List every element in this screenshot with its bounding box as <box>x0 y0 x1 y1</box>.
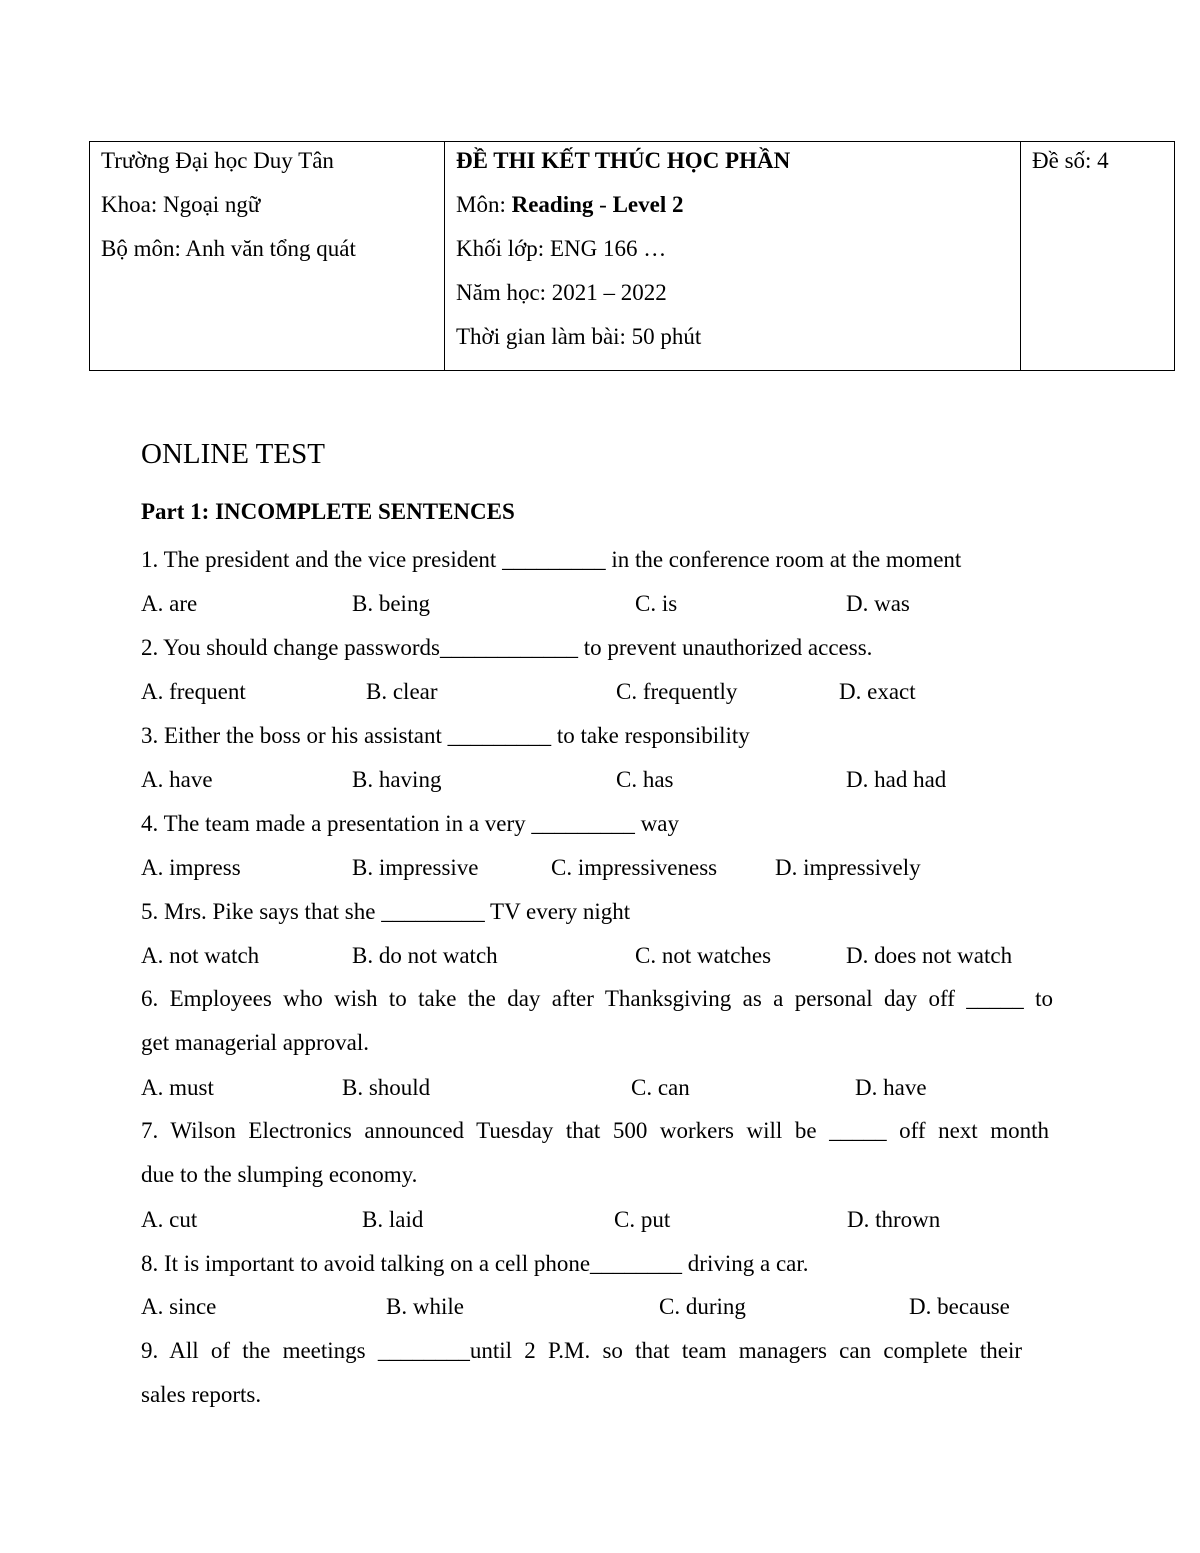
question-4: 4. The team made a presentation in a very _________ way <box>141 811 679 836</box>
q4-option-d: D. impressively <box>775 855 921 880</box>
q2-option-d: D. exact <box>839 679 916 704</box>
exam-code: Đề số: 4 <box>1032 148 1109 173</box>
q7-option-d: D. thrown <box>847 1207 941 1232</box>
q2-option-c: C. frequently <box>616 679 738 704</box>
q3-option-c: C. has <box>616 767 674 792</box>
q4-option-a: A. impress <box>141 855 241 880</box>
q8-option-d: D. because <box>909 1294 1010 1319</box>
q4-option-b: B. impressive <box>352 855 479 880</box>
q5-option-b: B. do not watch <box>352 943 498 968</box>
year-line: Năm học: 2021 – 2022 <box>456 280 667 305</box>
subject-line: Môn: Reading - Level 2 <box>456 192 684 217</box>
q8-option-a: A. since <box>141 1294 217 1319</box>
q6-option-b: B. should <box>342 1075 431 1100</box>
q3-option-d: D. had had <box>846 767 947 792</box>
q6-option-a: A. must <box>141 1075 214 1100</box>
question-8: 8. It is important to avoid talking on a cell phone________ driving a car. <box>141 1251 809 1276</box>
question-6-line-1: 6. Employees who wish to take the day after Thanksgiving as a personal day off _____ to <box>141 986 1053 1011</box>
exam-header-table <box>89 141 1175 371</box>
question-1: 1. The president and the vice president _________ in the conference room at the moment <box>141 547 962 572</box>
question-9-line-2: sales reports. <box>141 1382 262 1407</box>
q2-option-b: B. clear <box>366 679 438 704</box>
q1-option-a: A. are <box>141 591 198 616</box>
q2-option-a: A. frequent <box>141 679 246 704</box>
department-name: Bộ môn: Anh văn tổng quát <box>101 236 356 261</box>
page-title: ONLINE TEST <box>141 438 325 470</box>
question-6 <box>141 977 1053 1065</box>
question-7-line-1: 7. Wilson Electronics announced Tuesday that 500 workers will be _____ off next month <box>141 1118 1049 1143</box>
exam-info-cell <box>445 142 1021 371</box>
q7-option-b: B. laid <box>362 1207 424 1232</box>
question-9 <box>141 1329 1022 1417</box>
time-line: Thời gian làm bài: 50 phút <box>456 324 702 349</box>
class-line: Khối lớp: ENG 166 … <box>456 236 667 261</box>
question-6-line-2: get managerial approval. <box>141 1030 369 1055</box>
faculty-name: Khoa: Ngoại ngữ <box>101 192 261 217</box>
q1-option-b: B. being <box>352 591 430 616</box>
school-name: Trường Đại học Duy Tân <box>101 148 334 173</box>
question-2: 2. You should change passwords____________ to prevent unauthorized access. <box>141 635 873 660</box>
q5-option-a: A. not watch <box>141 943 260 968</box>
q7-option-a: A. cut <box>141 1207 198 1232</box>
q6-option-c: C. can <box>631 1075 690 1100</box>
exam-title: ĐỀ THI KẾT THÚC HỌC PHẦN <box>456 148 791 173</box>
part-title: Part 1: INCOMPLETE SENTENCES <box>141 499 515 524</box>
q8-option-b: B. while <box>386 1294 464 1319</box>
q1-option-c: C. is <box>635 591 678 616</box>
q5-option-c: C. not watches <box>635 943 772 968</box>
school-info-cell <box>90 142 445 371</box>
q3-option-b: B. having <box>352 767 442 792</box>
q5-option-d: D. does not watch <box>846 943 1013 968</box>
question-7 <box>141 1109 1049 1197</box>
q7-option-c: C. put <box>614 1207 671 1232</box>
exam-code-cell <box>1021 142 1175 371</box>
question-7-line-2: due to the slumping economy. <box>141 1162 418 1187</box>
q3-option-a: A. have <box>141 767 213 792</box>
q4-option-c: C. impressiveness <box>551 855 718 880</box>
q6-option-d: D. have <box>855 1075 927 1100</box>
question-3: 3. Either the boss or his assistant _________ to take responsibility <box>141 723 750 748</box>
q1-option-d: D. was <box>846 591 910 616</box>
q8-option-c: C. during <box>659 1294 746 1319</box>
question-9-line-1: 9. All of the meetings ________until 2 P.M. so that team managers can complete their <box>141 1338 1022 1363</box>
question-5: 5. Mrs. Pike says that she _________ TV every night <box>141 899 631 924</box>
